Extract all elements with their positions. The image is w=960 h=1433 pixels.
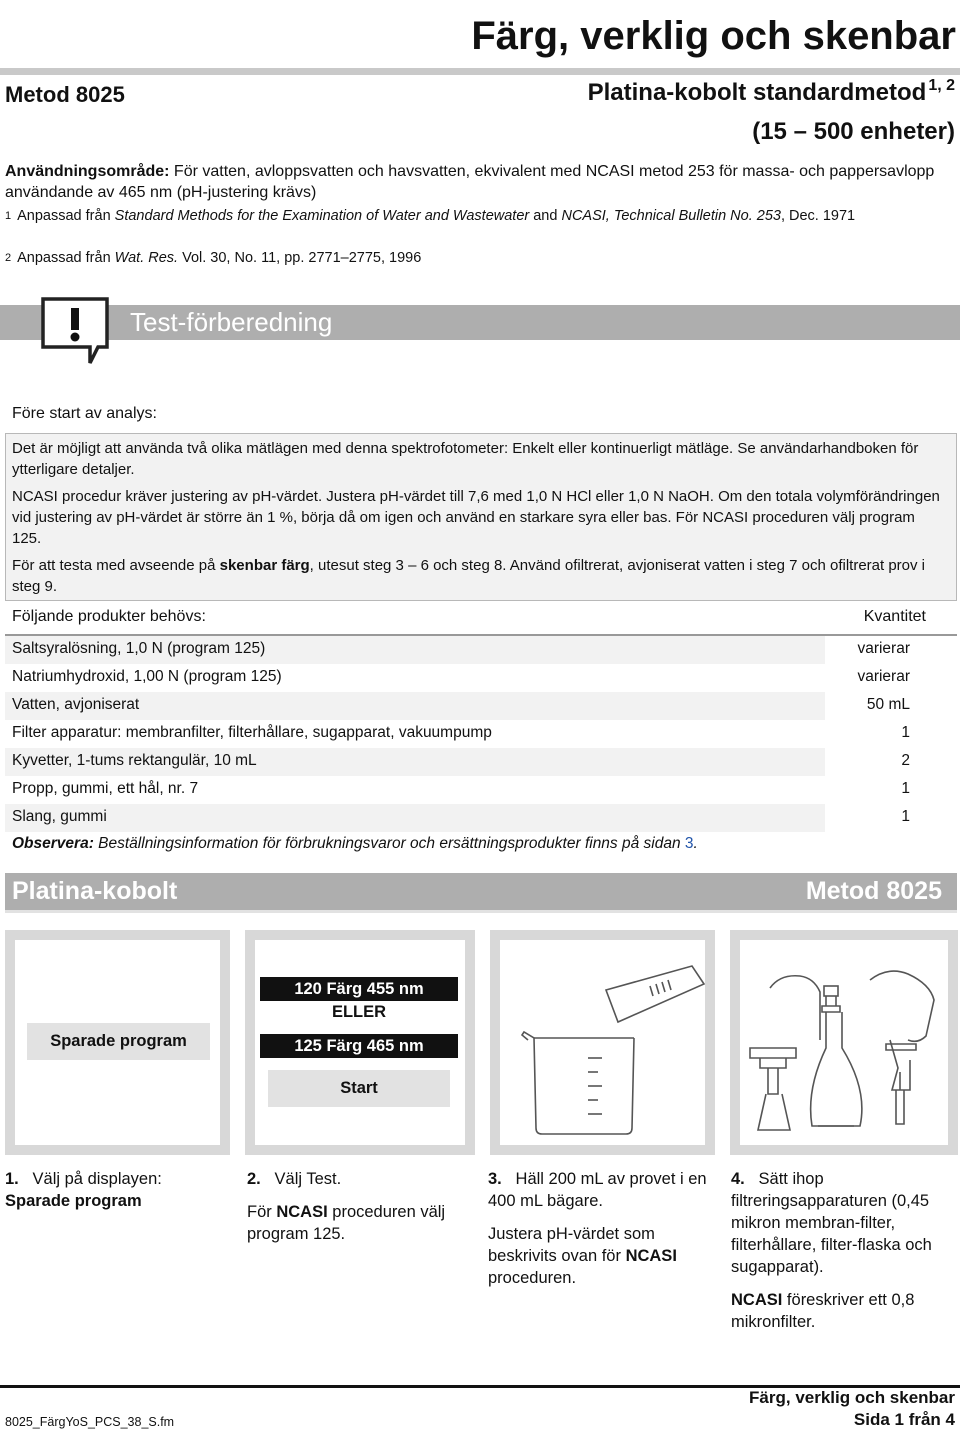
prep-paragraph-3: För att testa med avseende på skenbar färg, utesut steg 3 – 6 och steg 8. Använd ofiltrerat, avjoniserat vatten i steg 7 och ofiltrerat prov i steg 9.	[12, 557, 926, 595]
before-analysis-label: Före start av analys:	[12, 405, 157, 422]
usage-label: Användningsområde:	[5, 163, 170, 180]
table-row	[5, 776, 957, 804]
step-2-text: 2. Välj Test. För NCASI proceduren välj program 125.	[247, 1170, 446, 1243]
method-number: Metod 8025	[5, 82, 125, 107]
page-title: Färg, verklig och skenbar	[471, 14, 956, 58]
program-120-option[interactable]: 120 Färg 455 nm	[260, 977, 458, 1001]
beaker-illustration	[500, 940, 705, 1145]
program-125-option[interactable]: 125 Färg 465 nm	[260, 1034, 458, 1058]
prep-paragraph-1: Det är möjligt att använda två olika mätlägen med denna spektrofotometer: Enkelt eller kontinuerligt mätläge. Se användarhandboken för ytterligare detaljer.	[12, 440, 919, 478]
step-3-text: 3. Häll 200 mL av provet i en 400 mL bägare. Justera pH-värdet som beskrivits ovan för NCASI proceduren.	[488, 1170, 707, 1287]
product-name: Filter apparatur: membranfilter, filterhållare, sugapparat, vakuumpump	[12, 724, 492, 741]
page-link[interactable]: 3	[684, 835, 694, 852]
product-qty: 1	[901, 724, 910, 741]
products-header: Följande produkter behövs:	[12, 608, 206, 625]
table-row	[5, 804, 957, 832]
table-row	[5, 636, 957, 664]
footnote-1: $^1$ Anpassad från Standard Methods for the Examination of Water and Wastewater and NCASI, Technical Bulletin No. 253, Dec. 1971	[5, 208, 856, 224]
product-qty: 2	[901, 752, 910, 769]
quantity-header: Kvantitet	[863, 608, 926, 625]
product-name: Natriumhydroxid, 1,00 N (program 125)	[12, 668, 282, 685]
subtitle-footnote-refs: 1, 2	[928, 77, 955, 94]
product-qty: 50 mL	[866, 696, 910, 713]
ordering-note: Observera: Beställningsinformation för förbrukningsvaror och ersättningsprodukter finns på sidan 3.	[12, 835, 698, 852]
or-label: ELLER	[331, 1003, 387, 1021]
footer-title: Färg, verklig och skenbar	[749, 1388, 955, 1407]
product-name: Propp, gummi, ett hål, nr. 7	[12, 780, 199, 797]
table-row	[5, 748, 957, 776]
step-4-panel	[730, 930, 958, 1155]
step-4-text: 4. Sätt ihop filtreringsapparaturen (0,45 mikron membran-filter, filterhållare, filter-flaska och sugapparat). NCASI föreskriver ett 0,8 mikronfilter.	[731, 1170, 932, 1331]
page-number: Sida 1 från 4	[853, 1410, 955, 1429]
product-qty: 1	[901, 780, 910, 797]
procedure-method: Metod 8025	[805, 877, 942, 905]
product-name: Vatten, avjoniserat	[12, 696, 140, 713]
product-qty: varierar	[857, 668, 910, 685]
warning-icon	[40, 295, 110, 367]
table-row	[5, 720, 957, 748]
measurement-range: (15 – 500 enheter)	[752, 118, 955, 145]
table-row	[5, 692, 957, 720]
header-rule	[0, 68, 960, 75]
product-qty: varierar	[857, 640, 910, 657]
product-name: Slang, gummi	[12, 808, 107, 825]
filtration-apparatus-illustration	[740, 940, 948, 1145]
step-3-panel	[490, 930, 715, 1155]
step-1-text: 1. Välj på displayen: Sparade program	[5, 1170, 162, 1210]
procedure-title: Platina-kobolt	[12, 877, 178, 905]
footer-filename: 8025_FärgYoS_PCS_38_S.fm	[5, 1415, 175, 1429]
footnote-2: $^2$ Anpassad från Wat. Res. Vol. 30, No. 11, pp. 2771–2775, 1996	[5, 250, 422, 266]
product-name: Saltsyralösning, 1,0 N (program 125)	[12, 640, 266, 657]
product-name: Kyvetter, 1-tums rektangulär, 10 mL	[12, 752, 257, 769]
product-qty: 1	[901, 808, 910, 825]
section-title-prep: Test-förberedning	[130, 307, 333, 337]
prep-paragraph-2: NCASI procedur kräver justering av pH-värdet. Justera pH-värdet till 7,6 med 1,0 N HCl eller 1,0 N NaOH. Om den totala volymförändringen vid justering av pH-värdet är större än 1 %, börja då om igen och använd en starkare syra eller bas. För NCASI proceduren välj program 125.	[12, 488, 940, 547]
table-row	[5, 664, 957, 692]
method-subtitle: Platina-kobolt standardmetod $^{1, 2}$	[587, 77, 955, 106]
saved-programs-button[interactable]: Sparade program	[27, 1023, 210, 1060]
start-button[interactable]: Start	[268, 1070, 450, 1107]
usage-text: Användningsområde: För vatten, avloppsvatten och havsvatten, ekvivalent med NCASI metod 253 för massa- och pappersavlopp användande av 465 nm (pH-justering krävs)	[5, 163, 935, 201]
